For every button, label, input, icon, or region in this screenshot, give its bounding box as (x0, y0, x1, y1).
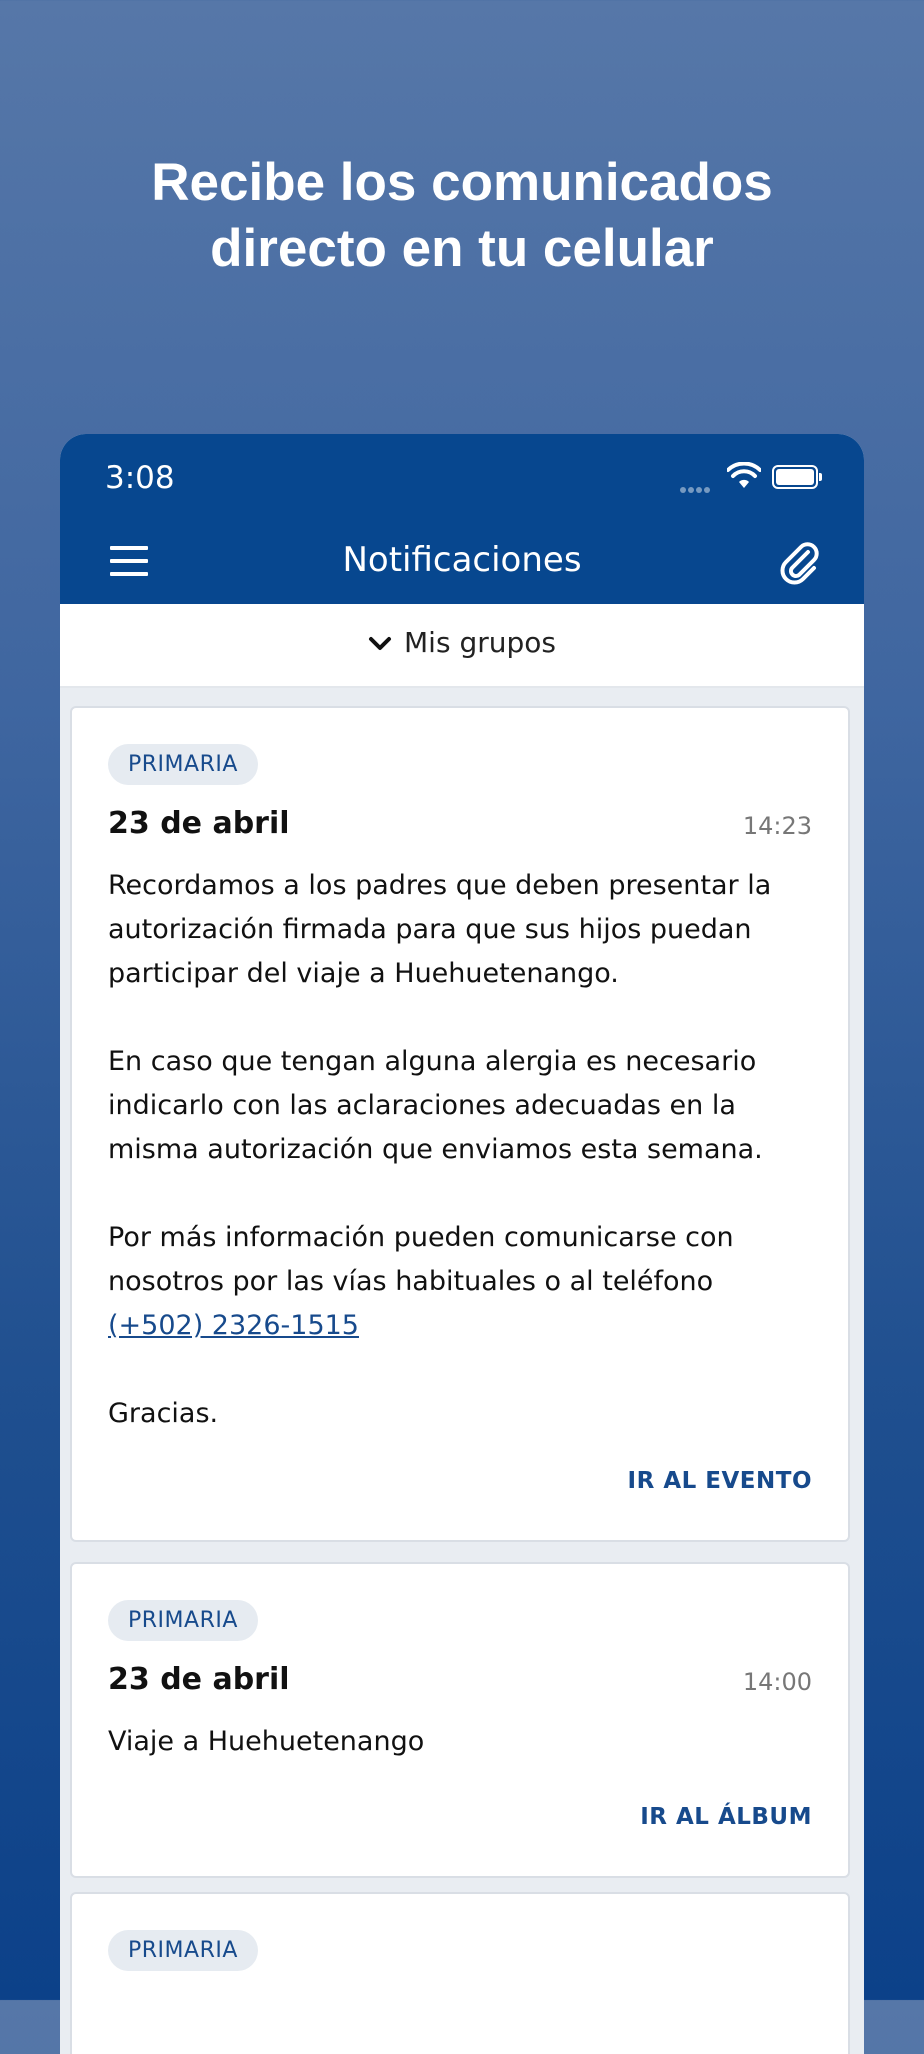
notification-card (70, 706, 850, 1542)
promo-line-2: directo en tu celular (210, 219, 714, 278)
groups-filter-label: Mis grupos (404, 626, 556, 659)
notification-time: 14:00 (742, 1668, 812, 1696)
notification-paragraph: En caso que tengan alguna alergia es necesario indicarlo con las aclaraciones adecuadas en la misma autorización que enviamos esta semana. (108, 1046, 763, 1165)
phone-screen (60, 434, 864, 2054)
go-to-event-button[interactable]: IR AL EVENTO (627, 1468, 812, 1494)
notification-paragraph: Viaje a Huehuetenango (108, 1726, 425, 1757)
notification-time: 14:23 (742, 812, 812, 840)
paperclip-icon[interactable] (778, 542, 822, 586)
group-badge: PRIMARIA (108, 1930, 258, 1971)
wifi-icon (727, 462, 761, 490)
notification-date: 23 de abril (108, 806, 290, 841)
group-badge: PRIMARIA (108, 1600, 258, 1641)
notification-date: 23 de abril (108, 1662, 290, 1697)
notification-paragraph-text: Por más información pueden comunicarse con nosotros por las vías habituales o al teléfono (108, 1222, 734, 1297)
page-title: Notificaciones (342, 540, 582, 580)
notification-body (108, 1720, 798, 1808)
notification-paragraph: Recordamos a los padres que deben presentar la autorización firmada para que sus hijos puedan participar del viaje a Huehuetenango. (108, 870, 772, 989)
notification-card (70, 1892, 850, 2054)
notification-body (108, 864, 798, 1480)
notification-paragraph (108, 1216, 798, 1348)
status-time: 3:08 (105, 460, 175, 496)
chevron-down-icon (368, 634, 392, 654)
promo-headline (0, 150, 924, 282)
battery-icon (772, 465, 818, 489)
app-bar (60, 524, 864, 604)
status-bar (60, 434, 864, 524)
notification-paragraph: Gracias. (108, 1398, 219, 1429)
phone-link[interactable]: (+502) 2326-1515 (108, 1310, 359, 1341)
notification-card (70, 1562, 850, 1878)
group-badge: PRIMARIA (108, 744, 258, 785)
promo-line-1: Recibe los comunicados (151, 153, 773, 212)
go-to-album-button[interactable]: IR AL ÁLBUM (640, 1804, 812, 1830)
groups-filter[interactable] (60, 604, 864, 688)
cellular-signal-icon (680, 478, 712, 497)
